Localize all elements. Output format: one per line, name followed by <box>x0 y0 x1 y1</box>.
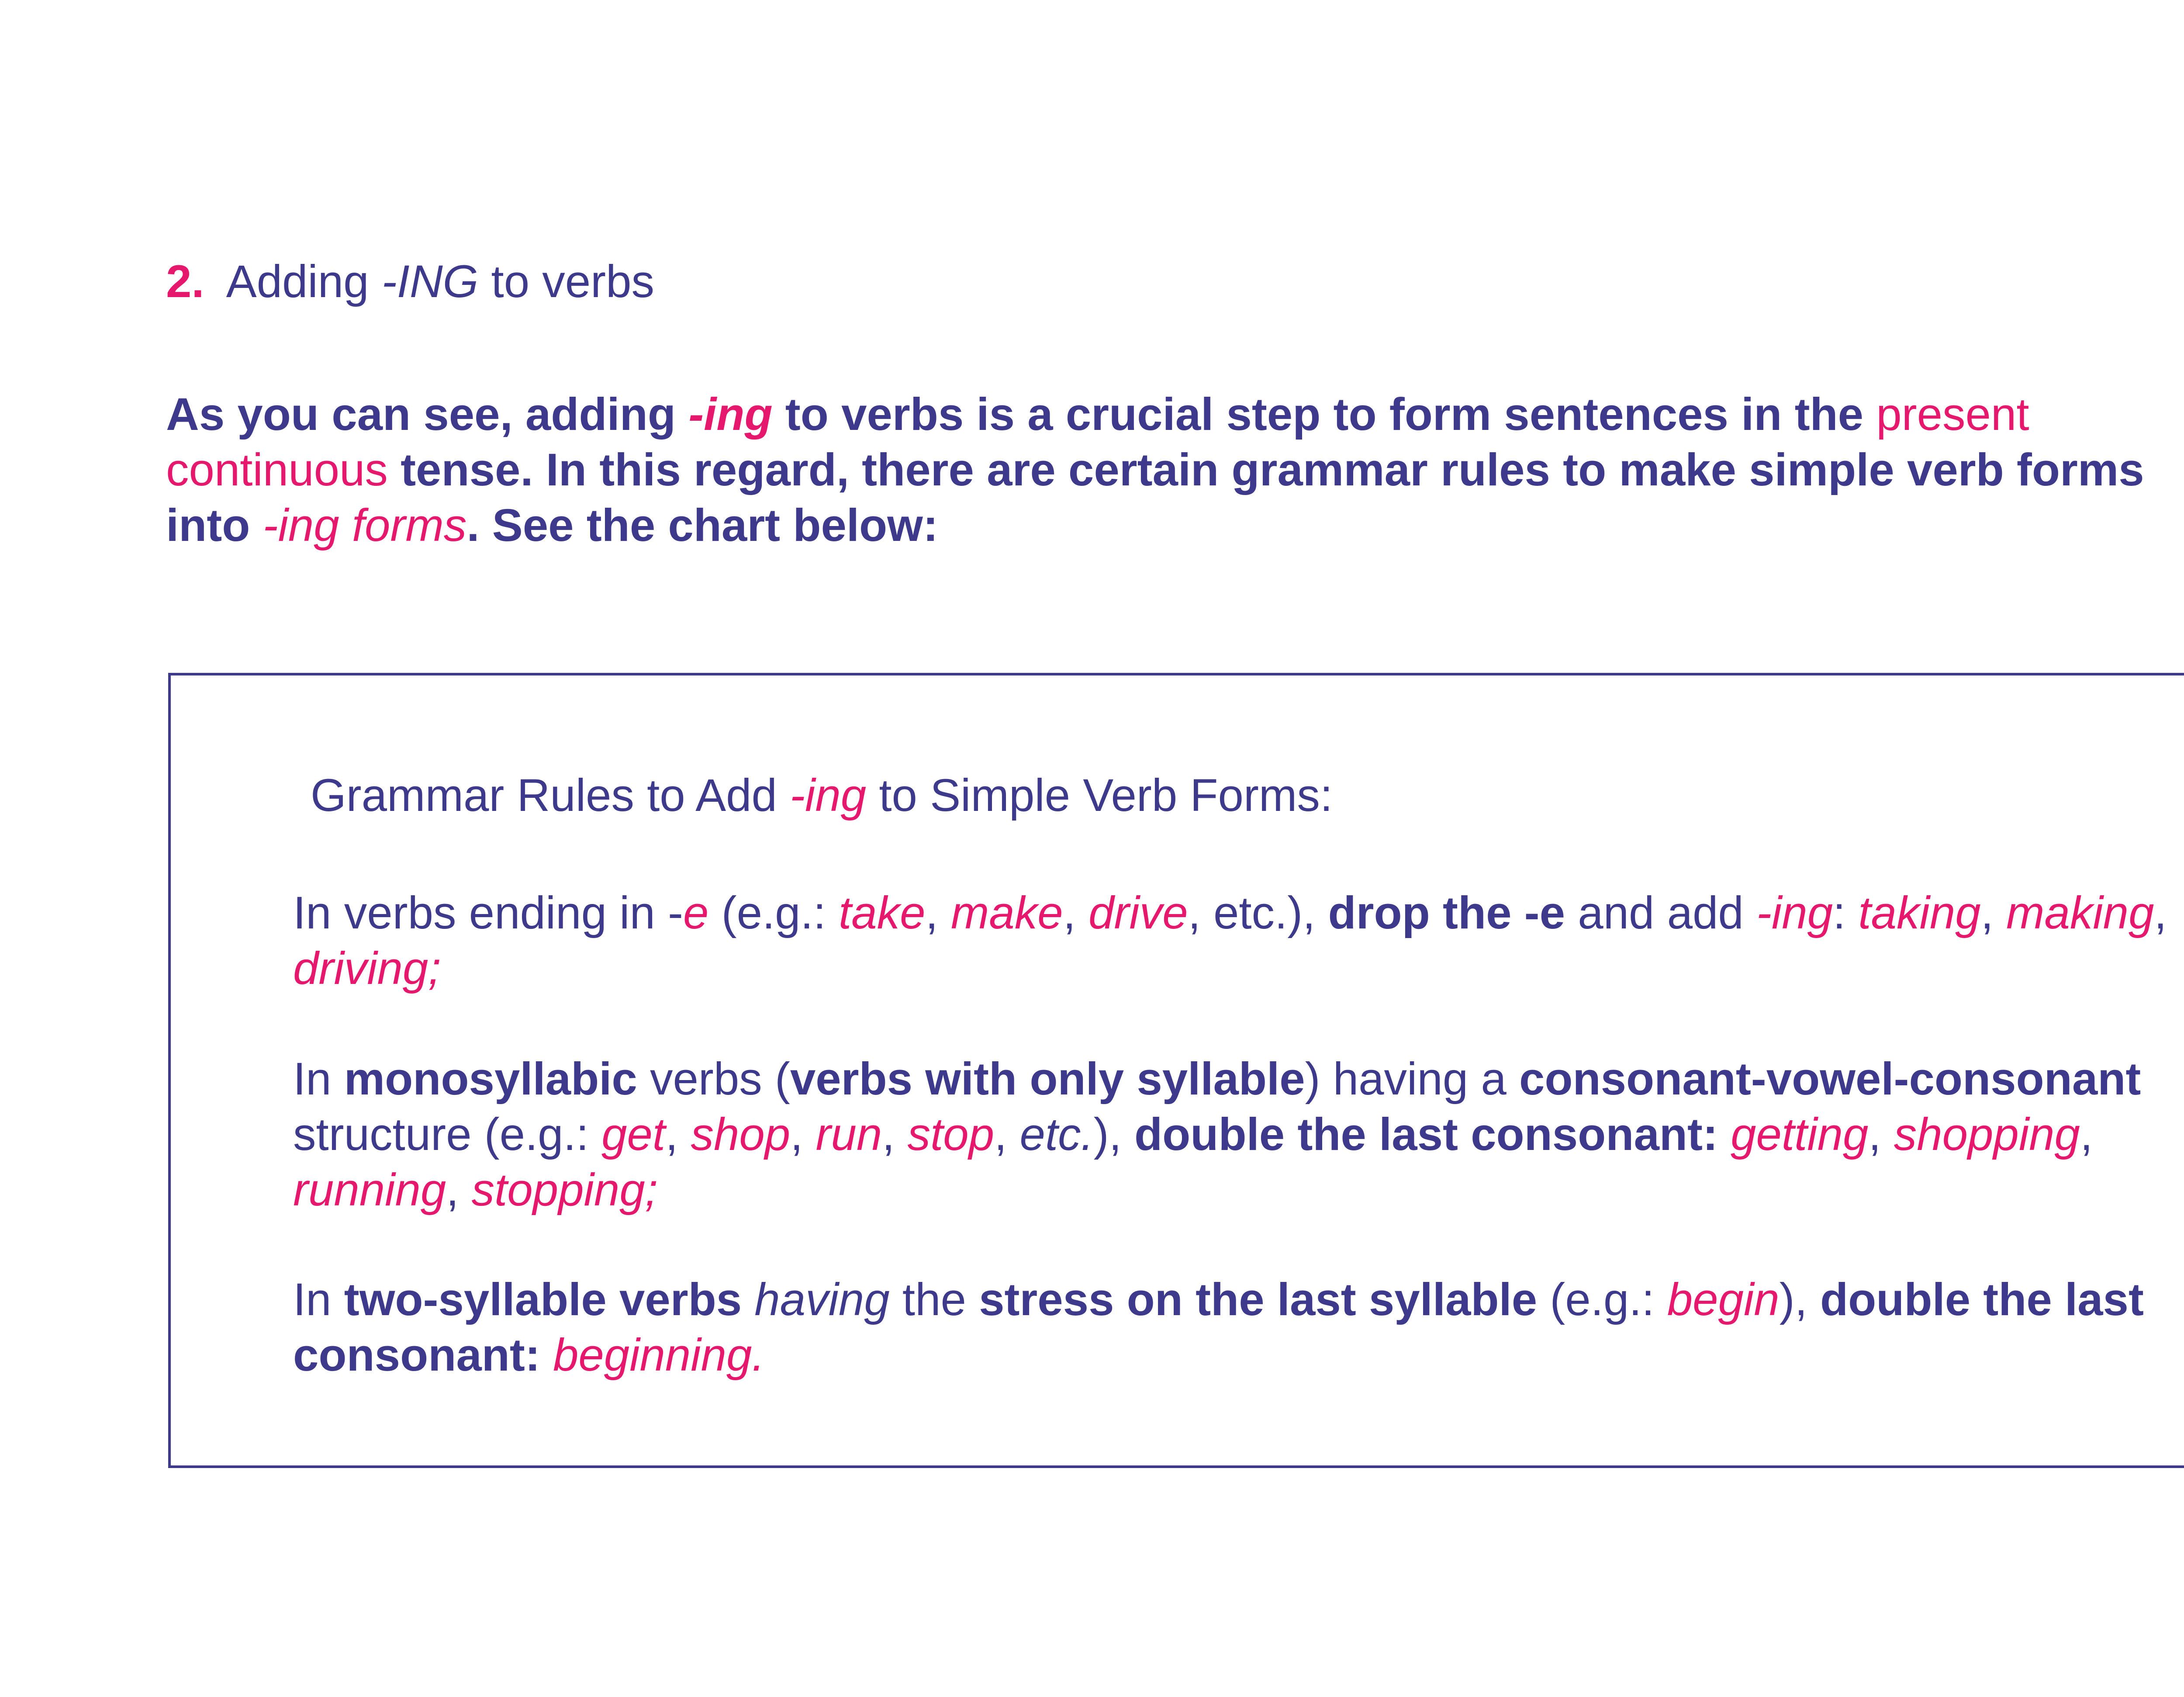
box-title-ing: -ing <box>790 770 867 821</box>
rule-drop-e: In verbs ending in -e (e.g.: take, make, drive, etc.), drop the -e and add -ing: taking, making, driving; <box>293 887 2167 994</box>
rule-action: double the last consonant: <box>1134 1109 1718 1160</box>
rule-text: and add <box>1578 887 1744 939</box>
rule-text: , etc.), <box>1188 887 1316 939</box>
rule-text: In <box>293 1274 332 1325</box>
rule-text: verbs ( <box>650 1053 790 1105</box>
box-title <box>311 765 1333 826</box>
rule-text: ), <box>1779 1274 1807 1325</box>
result-word: stopping; <box>471 1164 658 1216</box>
example-word: stop <box>907 1109 995 1160</box>
intro-text: to verbs is a crucial step to form sentences in the <box>785 389 1864 440</box>
rule-text: ), <box>1093 1109 1122 1160</box>
box-title-text: to Simple Verb Forms: <box>879 770 1333 821</box>
rule-keyword: verbs with only syllable <box>790 1053 1305 1105</box>
rule-etc: etc. <box>1019 1109 1094 1160</box>
example-word: get <box>601 1109 666 1160</box>
rule-monosyllabic: In monosyllabic verbs (verbs with only syllable) having a consonant-vowel-consonant structure (e.g.: get, shop, run, stop, etc.), double the last consonant: getting, shopping, running, stopping; <box>293 1053 2141 1216</box>
rule-e: e <box>683 887 709 939</box>
result-word: taking <box>1858 887 1981 939</box>
heading-text-pre: Adding <box>226 256 369 307</box>
intro-text: As you can see, adding <box>166 389 676 440</box>
example-word: run <box>816 1109 882 1160</box>
rule-text: In verbs ending in - <box>293 887 684 939</box>
rule-keyword: consonant-vowel-consonant <box>1519 1053 2141 1105</box>
intro-ing-forms: -ing forms <box>263 500 467 551</box>
result-word: driving; <box>293 943 441 994</box>
section-number: 2. <box>166 256 204 307</box>
result-word: making <box>2006 887 2154 939</box>
result-word: running <box>293 1164 446 1216</box>
rule-text: In <box>293 1053 332 1105</box>
rule-text: (e.g.: <box>1550 1274 1655 1325</box>
example-word: begin <box>1667 1274 1780 1325</box>
example-word: drive <box>1089 887 1188 939</box>
rule-keyword: monosyllabic <box>344 1053 637 1105</box>
section-heading <box>166 251 654 312</box>
result-word: shopping <box>1894 1109 2080 1160</box>
rule-keyword: stress on the last syllable <box>979 1274 1538 1325</box>
example-word: shop <box>691 1109 791 1160</box>
rule-text: (e.g.: <box>721 887 826 939</box>
example-word: take <box>839 887 926 939</box>
result-word: beginning. <box>553 1330 765 1381</box>
intro-paragraph <box>166 387 2184 553</box>
rule-text: the <box>902 1274 966 1325</box>
intro-text: . See the chart below: <box>467 500 938 551</box>
rule-action: drop the -e <box>1328 887 1565 939</box>
rule-keyword: two-syllable verbs <box>344 1274 742 1325</box>
result-word: getting <box>1731 1109 1869 1160</box>
heading-text-post: to verbs <box>491 256 655 307</box>
intro-ing: -ing <box>688 389 773 440</box>
rule-action: double the last consonant: <box>293 1274 2144 1381</box>
intro-tense: present continuous <box>166 389 2029 495</box>
example-word: make <box>950 887 1063 939</box>
rule-having: having <box>754 1274 890 1325</box>
box-title-text: Grammar Rules to Add <box>311 770 777 821</box>
rule-text: ) having a <box>1305 1053 1507 1105</box>
heading-ing: -ING <box>381 256 479 307</box>
grammar-rules-box <box>168 673 2184 1468</box>
rule-ing: -ing <box>1756 887 1833 939</box>
rule-text: structure (e.g.: <box>293 1109 589 1160</box>
rule-two-syllable <box>293 1272 2184 1383</box>
intro-text: tense. In this regard, there are certain grammar rules to make simple verb forms into <box>166 444 2144 551</box>
